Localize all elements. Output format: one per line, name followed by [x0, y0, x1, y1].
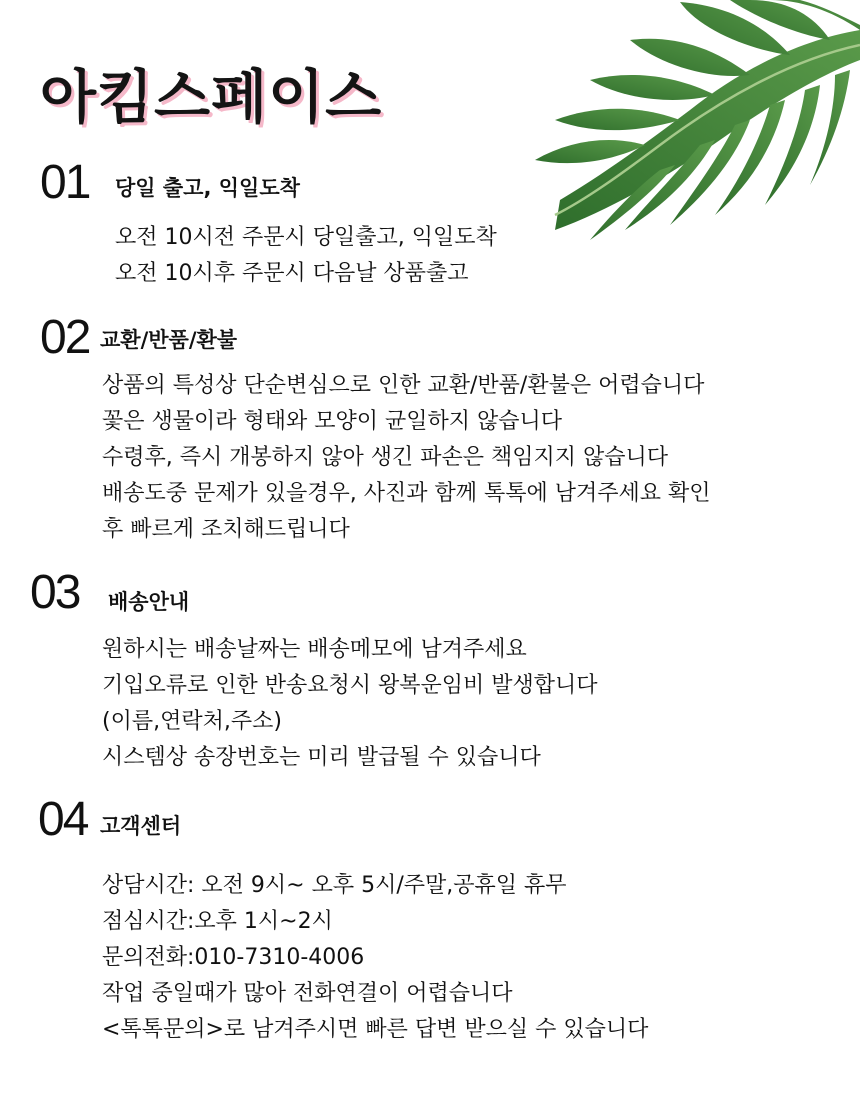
section-body [115, 220, 497, 292]
section-body [102, 632, 598, 776]
body-line: 시스템상 송장번호는 미리 발급될 수 있습니다 [102, 745, 541, 770]
body-line: 작업 중일때가 많아 전화연결이 어렵습니다 [102, 981, 513, 1006]
body-line: 기입오류로 인한 반송요청시 왕복운임비 발생합니다 [102, 673, 598, 698]
section-title: 고객센터 [100, 814, 182, 838]
section-title: 배송안내 [108, 590, 190, 614]
body-line: 후 빠르게 조치해드립니다 [102, 517, 350, 542]
section-number: 01 [40, 156, 90, 209]
section-title: 교환/반품/환불 [100, 328, 238, 352]
body-line: 상담시간: 오전 9시~ 오후 5시/주말,공휴일 휴무 [102, 873, 567, 898]
section-title: 당일 출고, 익일도착 [115, 176, 300, 200]
brand-title: 아킴스페이스 [40, 63, 383, 131]
body-line: 상품의 특성상 단순변심으로 인한 교환/반품/환불은 어렵습니다 [102, 373, 705, 398]
body-line: (이름,연락처,주소) [102, 709, 282, 734]
body-line: 원하시는 배송날짜는 배송메모에 남겨주세요 [102, 637, 527, 662]
section-number: 02 [40, 311, 90, 364]
section-body [102, 368, 711, 548]
section-number: 03 [30, 566, 80, 619]
monstera-leaf-image [500, 0, 860, 260]
body-line: 점심시간:오후 1시~2시 [102, 909, 333, 934]
body-line: 꽃은 생물이라 형태와 모양이 균일하지 않습니다 [102, 409, 563, 434]
section-number: 04 [38, 793, 88, 846]
body-line: 수령후, 즉시 개봉하지 않아 생긴 파손은 책임지지 않습니다 [102, 445, 668, 470]
section-body [102, 868, 648, 1048]
body-line: 문의전화:010-7310-4006 [102, 945, 365, 970]
body-line: <톡톡문의>로 남겨주시면 빠른 답변 받으실 수 있습니다 [102, 1017, 649, 1042]
body-line: 배송도중 문제가 있을경우, 사진과 함께 톡톡에 남겨주세요 확인 [102, 481, 711, 506]
body-line: 오전 10시전 주문시 당일출고, 익일도착 [115, 225, 497, 250]
body-line: 오전 10시후 주문시 다음날 상품출고 [115, 261, 469, 286]
